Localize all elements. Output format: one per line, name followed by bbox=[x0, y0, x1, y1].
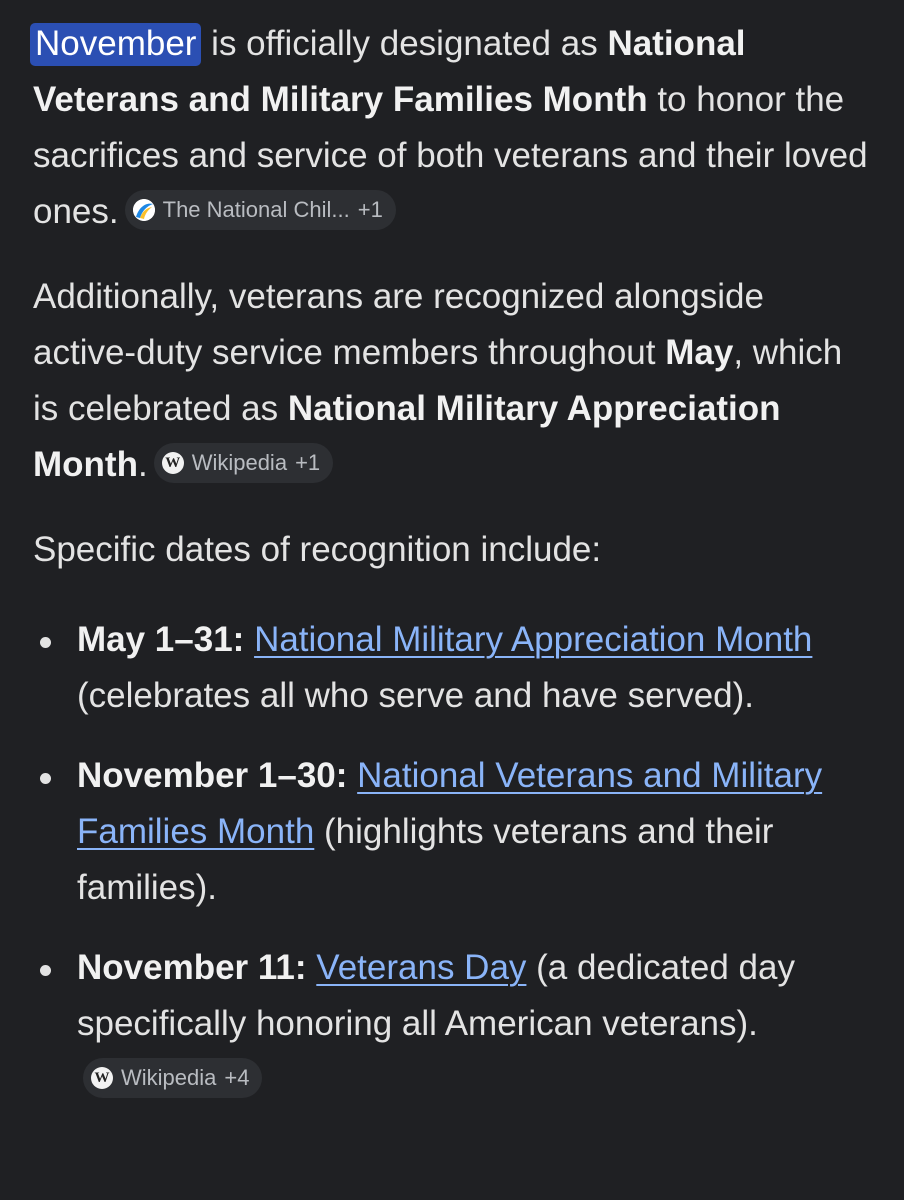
text-segment: . bbox=[137, 445, 148, 484]
national-child-icon bbox=[133, 199, 155, 221]
source-chip-national-child[interactable] bbox=[125, 190, 396, 230]
link-national-military-appreciation-month[interactable]: National Military Appreciation Month bbox=[254, 620, 813, 659]
list-item-description: (celebrates all who serve and have served). bbox=[77, 676, 755, 715]
highlighted-term[interactable]: November bbox=[30, 23, 201, 66]
source-chip-wikipedia[interactable] bbox=[83, 1058, 262, 1098]
text-segment: , which is celebrated as bbox=[33, 333, 843, 428]
paragraph-november bbox=[33, 16, 873, 240]
source-chip-count: +1 bbox=[295, 449, 321, 475]
list-item bbox=[33, 940, 873, 1108]
source-chip-label: The National Chil... bbox=[162, 196, 350, 222]
source-chip-label: Wikipedia bbox=[191, 449, 288, 475]
response-content bbox=[33, 16, 873, 1108]
bold-text: May bbox=[665, 333, 734, 372]
list-item-date: November 11: bbox=[77, 948, 307, 987]
list-item-description: (highlights veterans and their families). bbox=[77, 812, 774, 907]
bold-text: National Veterans and Military Families Month bbox=[33, 24, 746, 119]
link-national-veterans-military-families-month[interactable]: National Veterans and Military Families Month bbox=[77, 756, 823, 851]
source-chip-count: +4 bbox=[224, 1064, 250, 1090]
wikipedia-icon: W bbox=[91, 1067, 113, 1089]
source-chip-count: +1 bbox=[357, 196, 383, 222]
text-segment: to honor the sacrifices and service of both veterans and their loved ones. bbox=[33, 80, 868, 231]
paragraph-may bbox=[33, 269, 873, 493]
text-segment: Additionally, veterans are recognized alongside active-duty service members throughout bbox=[33, 277, 764, 372]
text-segment: is officially designated as bbox=[201, 24, 608, 63]
list-item-date: May 1–31: bbox=[77, 620, 245, 659]
wikipedia-icon: W bbox=[162, 452, 184, 474]
link-veterans-day[interactable]: Veterans Day bbox=[316, 948, 527, 987]
list-item-description: (a dedicated day specifically honoring all American veterans). bbox=[77, 948, 795, 1043]
source-chip-label: Wikipedia bbox=[121, 1064, 217, 1090]
list-item-date: November 1–30: bbox=[77, 756, 348, 795]
recognition-dates-list bbox=[33, 612, 873, 1108]
paragraph-intro-list: Specific dates of recognition include: bbox=[33, 530, 602, 569]
source-chip-wikipedia[interactable] bbox=[154, 443, 333, 483]
list-item bbox=[33, 748, 873, 916]
list-item bbox=[33, 612, 873, 724]
bold-text: National Military Appreciation Month bbox=[33, 389, 781, 484]
